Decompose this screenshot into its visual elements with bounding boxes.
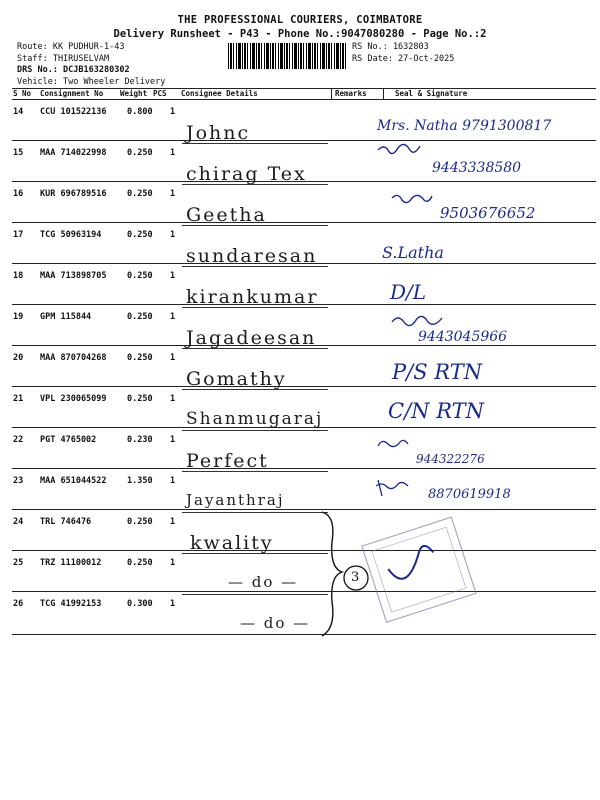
row-weight: 0.250: [127, 517, 153, 527]
signature-entry: P/S RTN: [392, 360, 483, 384]
row-consignment: PGT 4765002: [40, 435, 97, 445]
signature-entry: 8870619918: [428, 487, 511, 502]
row-consignment: TRL 746476: [40, 517, 92, 527]
row-weight: 0.250: [127, 230, 153, 240]
consignee-name: — do —: [228, 573, 299, 591]
signature-entry: D/L: [390, 280, 427, 304]
row-pcs: 1: [170, 558, 176, 568]
row-consignment: MAA 714022998: [40, 148, 107, 158]
row-weight: 0.250: [127, 353, 153, 363]
col-pcs-header: PCS: [153, 89, 167, 98]
consignee-name: kwality: [190, 532, 274, 554]
row-weight: 0.250: [127, 148, 153, 158]
col-consignment-header: Consignment No: [40, 89, 104, 98]
row-sno: 21: [13, 394, 24, 404]
vehicle-text: Vehicle: Two Wheeler Delivery: [17, 76, 166, 87]
signature-entry: 9443338580: [432, 160, 522, 176]
signature-entry: Mrs. Natha 9791300817: [377, 118, 552, 134]
signature-entry: C/N RTN: [388, 399, 485, 423]
drs-number: DRS No.: DCJB163280302: [17, 65, 130, 75]
signature-scribble: [376, 480, 408, 496]
row-sno: 19: [13, 312, 24, 322]
row-sno: 15: [13, 148, 24, 158]
row-pcs: 1: [170, 271, 176, 281]
row-weight: 0.250: [127, 271, 153, 281]
col-sno-header: S No: [13, 89, 32, 98]
row-consignment: GPM 115844: [40, 312, 92, 322]
row-consignment: TCG 50963194: [40, 230, 102, 240]
signature-scribble: [392, 195, 432, 202]
rs-date: RS Date: 27-Oct-2025: [352, 53, 455, 64]
signature-entry: S.Latha: [382, 243, 444, 262]
row-weight: 1.350: [127, 476, 153, 486]
row-consignment: MAA 713898705: [40, 271, 107, 281]
row-weight: 0.250: [127, 312, 153, 322]
consignee-name: Perfect: [186, 450, 269, 472]
row-pcs: 1: [170, 435, 176, 445]
row-sno: 22: [13, 435, 24, 445]
staff-text: Staff: THIRUSELVAM: [17, 53, 110, 64]
row-weight: 0.250: [127, 558, 153, 568]
row-sno: 18: [13, 271, 24, 281]
rs-number: RS No.: 1632803: [352, 42, 429, 52]
signature-scribble: [378, 440, 408, 446]
row-pcs: 1: [170, 394, 176, 404]
row-sno: 20: [13, 353, 24, 363]
consignee-name: Geetha: [186, 204, 267, 226]
row-consignment: KUR 696789516: [40, 189, 107, 199]
row-weight: 0.800: [127, 107, 153, 117]
consignee-name: sundaresan: [186, 245, 318, 267]
row-pcs: 1: [170, 312, 176, 322]
row-weight: 0.230: [127, 435, 153, 445]
row-pcs: 1: [170, 107, 176, 117]
col-remarks-header: Remarks: [335, 89, 367, 98]
row-sno: 25: [13, 558, 24, 568]
route-text: Route: KK PUDHUR-1-43: [17, 42, 125, 52]
row-consignment: VPL 230065099: [40, 394, 107, 404]
consignee-name: chirag Tex: [186, 163, 307, 185]
runsheet-subtitle: Delivery Runsheet - P43 - Phone No.:9047080280 - Page No.:2: [113, 28, 487, 40]
col-consignee-header: Consignee Details: [181, 89, 258, 98]
row-weight: 0.250: [127, 394, 153, 404]
row-pcs: 1: [170, 353, 176, 363]
row-sno: 26: [13, 599, 24, 609]
company-title: THE PROFESSIONAL COURIERS, COIMBATORE: [177, 14, 423, 26]
row-sno: 17: [13, 230, 24, 240]
row-consignment: CCU 101522136: [40, 107, 107, 117]
row-weight: 0.300: [127, 599, 153, 609]
consignee-name: Jayanthraj: [186, 491, 285, 509]
row-sno: 16: [13, 189, 24, 199]
consignee-name: — do —: [240, 614, 311, 632]
consignee-name: Jagadeesan: [186, 327, 317, 349]
row-pcs: 1: [170, 599, 176, 609]
col-weight-header: Weight: [120, 89, 148, 98]
row-consignment: MAA 651044522: [40, 476, 107, 486]
row-pcs: 1: [170, 189, 176, 199]
signature-scribble: [392, 316, 442, 325]
consignee-name: kirankumar: [186, 286, 319, 308]
signature-entry: 944322276: [416, 452, 485, 466]
signature-scribble: [378, 144, 420, 153]
seal-stamp: [362, 517, 476, 622]
row-sno: 23: [13, 476, 24, 486]
row-pcs: 1: [170, 148, 176, 158]
col-seal-header: Seal & Signature: [395, 89, 468, 98]
consignee-name: Shanmugaraj: [186, 409, 324, 429]
row-pcs: 1: [170, 476, 176, 486]
row-consignment: TRZ 11100012: [40, 558, 102, 568]
row-pcs: 1: [170, 517, 176, 527]
signature-entry: 9443045966: [418, 329, 508, 345]
row-pcs: 1: [170, 230, 176, 240]
signature-entry: 9503676652: [440, 204, 536, 222]
consignee-name: Johnc: [186, 122, 251, 144]
row-consignment: MAA 870704268: [40, 353, 107, 363]
group-bracket: [322, 512, 342, 636]
row-weight: 0.250: [127, 189, 153, 199]
row-sno: 24: [13, 517, 24, 527]
bracket-count: 3: [351, 570, 360, 585]
row-consignment: TCG 41992153: [40, 599, 102, 609]
consignee-name: Gomathy: [186, 368, 287, 390]
row-sno: 14: [13, 107, 24, 117]
